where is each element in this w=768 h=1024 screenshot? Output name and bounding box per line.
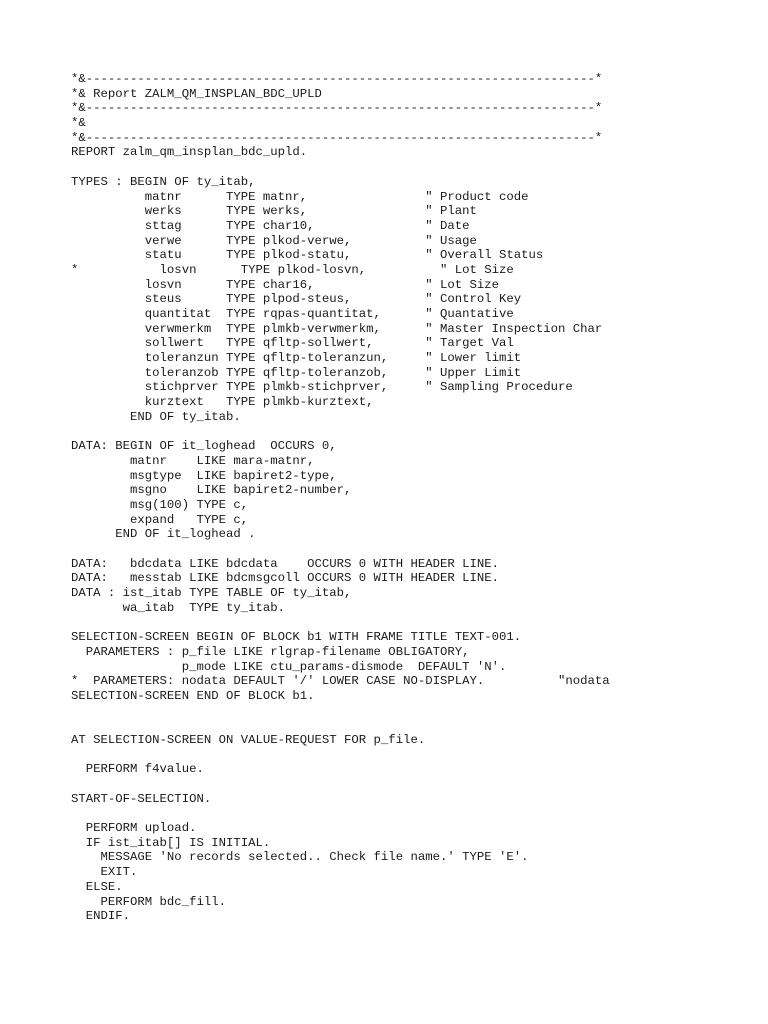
code-line: *&---------------------------------------------------------------------* [71, 72, 603, 86]
code-line: * losvn TYPE plkod-losvn, " Lot Size [71, 262, 514, 277]
code-line: END OF ty_itab. [71, 409, 241, 424]
code-line: PARAMETERS : p_file LIKE rlgrap-filename OBLIGATORY, [71, 644, 470, 659]
code-line: PERFORM upload. [71, 821, 197, 836]
code-line: sollwert TYPE qfltp-sollwert, " Target Val [71, 336, 514, 351]
code-line [71, 425, 610, 440]
code-line: PERFORM bdc_fill. [71, 894, 226, 909]
code-line: ELSE. [71, 879, 123, 894]
code-line [71, 777, 610, 792]
code-line: msgtype LIKE bapiret2-type, [71, 468, 337, 483]
code-line: SELECTION-SCREEN END OF BLOCK b1. [71, 688, 315, 703]
code-line: losvn TYPE char16, " Lot Size [71, 277, 500, 292]
code-line: DATA: BEGIN OF it_loghead OCCURS 0, [71, 439, 337, 454]
code-line: *& [71, 116, 86, 131]
code-line: DATA: bdcdata LIKE bdcdata OCCURS 0 WITH HEADER LINE. [71, 556, 500, 571]
code-line: SELECTION-SCREEN BEGIN OF BLOCK b1 WITH FRAME TITLE TEXT-001. [71, 630, 522, 645]
code-line [71, 748, 610, 763]
code-line: werks TYPE werks, " Plant [71, 204, 477, 219]
code-line: toleranzun TYPE qfltp-toleranzun, " Lower limit [71, 351, 522, 366]
code-line: DATA: messtab LIKE bdcmsgcoll OCCURS 0 WITH HEADER LINE. [71, 571, 500, 586]
code-line [71, 542, 610, 557]
code-line: steus TYPE plpod-steus, " Control Key [71, 292, 522, 307]
code-line: END OF it_loghead . [71, 527, 256, 542]
code-line: EXIT. [71, 865, 138, 880]
code-line: MESSAGE 'No records selected.. Check file name.' TYPE 'E'. [71, 850, 529, 865]
code-line: START-OF-SELECTION. [71, 791, 212, 806]
code-line: PERFORM f4value. [71, 762, 204, 777]
code-line: toleranzob TYPE qfltp-toleranzob, " Upper Limit [71, 365, 522, 380]
code-line: *&---------------------------------------------------------------------* [71, 130, 603, 145]
code-line: p_mode LIKE ctu_params-dismode DEFAULT 'N'. [71, 659, 507, 674]
code-line [71, 704, 610, 719]
code-line: * PARAMETERS: nodata DEFAULT '/' LOWER CASE NO-DISPLAY. "nodata [71, 674, 610, 689]
code-line [71, 615, 610, 630]
code-line: msgno LIKE bapiret2-number, [71, 483, 352, 498]
code-line: TYPES : BEGIN OF ty_itab, [71, 174, 256, 189]
code-line: kurztext TYPE plmkb-kurztext, [71, 395, 374, 410]
code-line: IF ist_itab[] IS INITIAL. [71, 835, 271, 850]
code-line: verwe TYPE plkod-verwe, " Usage [71, 233, 477, 248]
code-line: verwmerkm TYPE plmkb-verwmerkm, " Master Inspection Char [71, 321, 603, 336]
code-line: matnr TYPE matnr, " Product code [71, 189, 529, 204]
code-line: REPORT zalm_qm_insplan_bdc_upld. [71, 145, 308, 160]
code-line: wa_itab TYPE ty_itab. [71, 600, 286, 615]
code-line: AT SELECTION-SCREEN ON VALUE-REQUEST FOR p_file. [71, 732, 426, 747]
code-line: *&---------------------------------------------------------------------* [71, 101, 603, 116]
code-line: statu TYPE plkod-statu, " Overall Status [71, 248, 544, 263]
code-line [71, 718, 610, 733]
code-line: sttag TYPE char10, " Date [71, 218, 470, 233]
code-line: DATA : ist_itab TYPE TABLE OF ty_itab, [71, 586, 352, 601]
code-line [71, 160, 610, 175]
code-line: msg(100) TYPE c, [71, 497, 249, 512]
code-line: stichprver TYPE plmkb-stichprver, " Sampling Procedure [71, 380, 573, 395]
source-code-listing [71, 72, 610, 924]
code-line [71, 806, 610, 821]
code-line: ENDIF. [71, 909, 131, 924]
code-line: quantitat TYPE rqpas-quantitat, " Quantative [71, 307, 514, 321]
code-line: *& Report ZALM_QM_INSPLAN_BDC_UPLD [71, 86, 322, 101]
code-line: matnr LIKE mara-matnr, [71, 453, 315, 468]
code-line: expand TYPE c, [71, 512, 249, 527]
